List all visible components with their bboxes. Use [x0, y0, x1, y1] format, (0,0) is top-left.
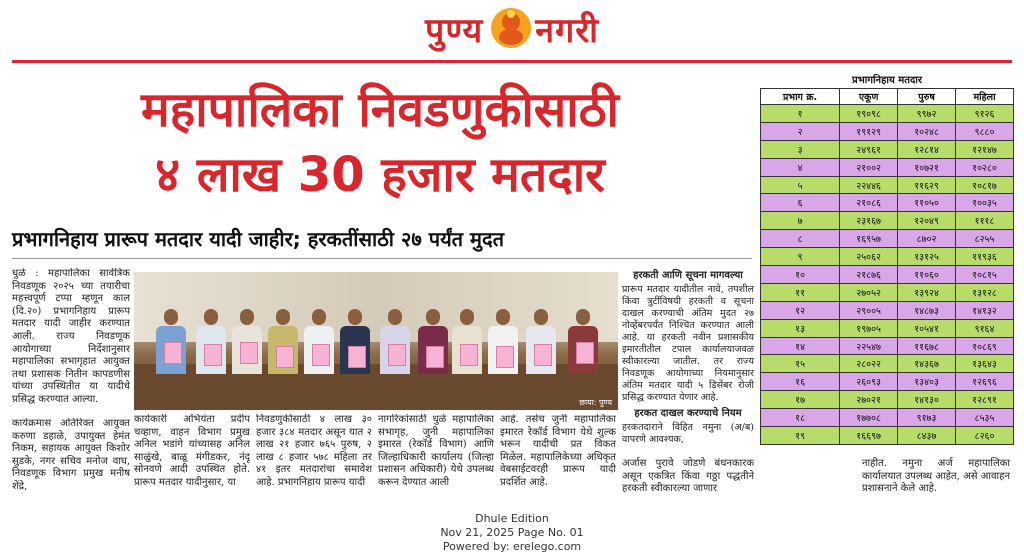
table-row	[761, 427, 1014, 445]
subheadline: प्रभागनिहाय प्रारूप मतदार यादी जाहीर; हरकतींसाठी २७ पर्यंत मुदत	[12, 227, 505, 251]
table-cell: २९००५	[840, 301, 898, 319]
news-photo	[134, 272, 618, 410]
table-cell: ९८८०	[956, 122, 1014, 140]
table-cell: २२४४६	[840, 176, 898, 194]
table-cell: २८०२२	[840, 355, 898, 373]
table-cell: १४१३०	[898, 391, 956, 409]
edition-name: Dhule Edition	[475, 512, 549, 525]
table-cell: १९७०५	[840, 319, 898, 337]
table-cell: १३१२५	[898, 248, 956, 266]
table-row	[761, 140, 1014, 158]
table-cell: ४	[761, 158, 840, 176]
table-row	[761, 337, 1014, 355]
table-cell: २३१६७	[840, 212, 898, 230]
table-cell: १८	[761, 409, 840, 427]
table-cell: ३	[761, 140, 840, 158]
table-cell: १४८७३	[898, 301, 956, 319]
bottom-text-1: अर्जास पुरावे जोडणे बंधनकारक असून एकत्रित किंवा गठ्ठा पद्धतीने हरकती स्वीकारल्या जाणार	[622, 458, 754, 495]
table-cell: १०८६९	[956, 337, 1014, 355]
table-cell: १९	[761, 427, 840, 445]
table-row	[761, 194, 1014, 212]
article-column-5: आहे. तसेच जुनी महापालिका इमारत रेकॉर्ड विभाग येथे शुल्क भरून यादीची प्रत विकत मिळेल. महापालिकेच्या अधिकृत वेबसाईटवरही प्रारूप यादी प्रदर्शित आहे.	[500, 414, 616, 488]
table-header-cell: एकूण	[840, 89, 898, 105]
table-cell: १३९२४	[898, 283, 956, 301]
headline-line-2: ४ लाख 30 हजार मतदार	[155, 147, 605, 203]
table-cell: ६	[761, 194, 840, 212]
table-cell: ९	[761, 248, 840, 266]
table-row	[761, 248, 1014, 266]
article-column-1b: कार्यक्रमास अतिरिक्त आयुक्त करुणा डहाळे, उपायुक्त हेमंत निकम, सहायक आयुक्त किशोर सुडके, नगर सचिव मनोज वाघ, निवडणूक विभाग प्रमुख मनीष शेंद्रे,	[12, 418, 130, 492]
table-cell: १९१२९	[840, 122, 898, 140]
table-header-cell: पुरुष	[898, 89, 956, 105]
table-cell: १०८१५	[956, 266, 1014, 284]
table-cell: १२६९६	[956, 373, 1014, 391]
article-column-4: नागरिकांसाठी धुळे महापालिका सभागृह, जुनी महापालिका इमारत (रेकॉर्ड विभाग) आणि जिल्हाधिकारी कार्यालय (जिल्हा प्रशासन अधिकारी) येथे उपलब्ध करून देण्यात आली	[378, 414, 494, 488]
table-cell: १६९५७	[840, 230, 898, 248]
table-cell: १२१४७	[956, 140, 1014, 158]
table-row	[761, 158, 1014, 176]
table-row	[761, 212, 1014, 230]
table-header-row	[761, 89, 1014, 105]
voter-table	[760, 88, 1014, 445]
table-cell: १३	[761, 319, 840, 337]
table-cell: १७	[761, 391, 840, 409]
table-cell: ८७०२	[898, 230, 956, 248]
table-cell: २६०९३	[840, 373, 898, 391]
headline-line-1: महापालिका निवडणुकीसाठी	[141, 82, 619, 138]
table-header-cell: महिला	[956, 89, 1014, 105]
table-cell: १४	[761, 337, 840, 355]
table-cell: १७७०८	[840, 409, 898, 427]
table-cell: ११०६०	[898, 266, 956, 284]
table-cell: १२	[761, 301, 840, 319]
article-column-3: निवडणुकीसाठी ४ लाख ३० हजार ३८४ मतदार असून यात २ लाख २१ हजार ७६५ पुरुष, २ लाख ८ हजार ५७८ महिला तर ४१ इतर मतदारांचा समावेश आहे. प्रभागनिहाय प्रारूप यादी	[256, 414, 372, 488]
table-cell: १०५४१	[898, 319, 956, 337]
table-cell: १०	[761, 266, 840, 284]
table-cell: १२८९१	[956, 391, 1014, 409]
sidebar-title-2: हरकत दाखल करण्याचे नियम	[634, 408, 742, 419]
table-cell: ९९७२	[898, 105, 956, 123]
table-cell: ११६७८	[898, 337, 956, 355]
table-row	[761, 105, 1014, 123]
table-cell: २७०५२	[840, 283, 898, 301]
table-row	[761, 122, 1014, 140]
sidebar-text-1: प्रारूप मतदार यादीतील नावे, तपशील किंवा त्रुटींविषयी हरकती व सूचना दाखल करण्याची अंतिम मुदत २७ नोव्हेंबरपर्यंत निश्चित करण्यात आली आहे. या हरकती नवीन प्रशासकीय इमारतीतील टपाल कार्यालयाजवळ स्वीकारल्या जातील. तर राज्य निवडणूक आयोगाच्या नियमानुसार अंतिम मतदार यादी ५ डिसेंबर रोजी प्रसिद्ध करण्यात येणार आहे.	[622, 284, 754, 403]
table-cell: ९१६४	[956, 319, 1014, 337]
masthead	[0, 0, 1024, 58]
table-cell: २१०८६	[840, 194, 898, 212]
sidebar-article	[622, 268, 754, 446]
table-cell: १०७२१	[898, 158, 956, 176]
article-column-2: कार्यकारी अभियंता प्रदीप चव्हाण, वाहन विभाग प्रमुख अनिल भडांगे यांच्यासह अनिल साळुंखे, बाळू मंगीडकर, नंदू सोनवणे आदी उपस्थित होते. प्रारूप मतदार यादीनुसार, या	[134, 414, 250, 488]
table-cell: ७	[761, 212, 840, 230]
masthead-rule	[12, 60, 1012, 63]
table-cell: १००३५	[956, 194, 1014, 212]
table-cell: १३६४३	[956, 355, 1014, 373]
table-row	[761, 230, 1014, 248]
table-cell: १२८१४	[898, 140, 956, 158]
table-cell: १४१३२	[956, 301, 1014, 319]
table-title: प्रभागनिहाय मतदार	[852, 75, 922, 86]
table-cell: २७०२१	[840, 391, 898, 409]
table-header-cell: प्रभाग क्र.	[761, 89, 840, 105]
table-cell: ११	[761, 283, 840, 301]
table-cell: २२५४७	[840, 337, 898, 355]
masthead-right: नगरी	[535, 11, 599, 51]
table-row	[761, 355, 1014, 373]
table-cell: १६६९७	[840, 427, 898, 445]
table-cell: २१००२	[840, 158, 898, 176]
table-cell: ८	[761, 230, 840, 248]
table-cell: १११८	[956, 212, 1014, 230]
edition-date: Nov 21, 2025 Page No. 01	[440, 526, 584, 539]
table-cell: २५०६२	[840, 248, 898, 266]
table-cell: ११०५०	[898, 194, 956, 212]
table-cell: १९०९८	[840, 105, 898, 123]
table-row	[761, 176, 1014, 194]
table-cell: ८२६०	[956, 427, 1014, 445]
table-row	[761, 301, 1014, 319]
table-cell: १०२८०	[956, 158, 1014, 176]
table-row	[761, 319, 1014, 337]
table-cell: १६	[761, 373, 840, 391]
table-cell: ८४३७	[898, 427, 956, 445]
table-cell: १	[761, 105, 840, 123]
table-cell: ११९३६	[956, 248, 1014, 266]
sidebar-title-1: हरकती आणि सूचना मागवल्या	[633, 270, 743, 281]
table-cell: ५	[761, 176, 840, 194]
table-row	[761, 283, 1014, 301]
photo-credit: छाया: पुण्य	[579, 398, 612, 407]
table-row	[761, 391, 1014, 409]
table-cell: २	[761, 122, 840, 140]
table-cell: ९१२६	[956, 105, 1014, 123]
sidebar-text-2: हरकतदाराने विहित नमुना (अ/ब) वापरणे आवश्यक,	[622, 422, 754, 445]
table-cell: १५	[761, 355, 840, 373]
table-cell: १०२४८	[898, 122, 956, 140]
table-row	[761, 266, 1014, 284]
bottom-text-2: नाहीत. नमुना अर्ज महापालिका कार्यालयात उपलब्ध आहेत, असे आवाहन प्रशासनाने केले आहे.	[862, 458, 1010, 495]
subhead-rule	[12, 258, 752, 259]
table-cell: ९१७३	[898, 409, 956, 427]
table-cell: २४९६१	[840, 140, 898, 158]
table-cell: १३१२८	[956, 283, 1014, 301]
table-cell: २१८७६	[840, 266, 898, 284]
masthead-left: पुण्य	[425, 11, 484, 51]
table-row	[761, 373, 1014, 391]
edition-powered: Powered by: erelego.com	[442, 540, 582, 553]
table-cell: ८५३५	[956, 409, 1014, 427]
table-row	[761, 409, 1014, 427]
table-cell: १३४०३	[898, 373, 956, 391]
table-cell: ८२५५	[956, 230, 1014, 248]
ward-voter-table	[760, 74, 1014, 445]
table-cell: १२०४९	[898, 212, 956, 230]
article-column-1a: धुळे : महापालिका सार्वत्रिक निवडणूक २०२५ च्या तयारीचा महत्त्वपूर्ण टप्पा म्हणून काल (दि.२०) प्रभागनिहाय प्रारूप मतदार यादी जाहीर करण्यात आली. राज्य निवडणूक आयोगाच्या निर्देशानुसार महापालिका सभागृहात आयुक्त तथा प्रशासक नितीन कापडणीस यांच्या उपस्थितीत या यादीचे प्रसिद्ध करण्यात आल्या.	[12, 268, 130, 405]
table-cell: १४३६७	[898, 355, 956, 373]
table-cell: ११६२९	[898, 176, 956, 194]
table-cell: १०८१७	[956, 176, 1014, 194]
ganesha-logo-icon	[489, 6, 533, 50]
